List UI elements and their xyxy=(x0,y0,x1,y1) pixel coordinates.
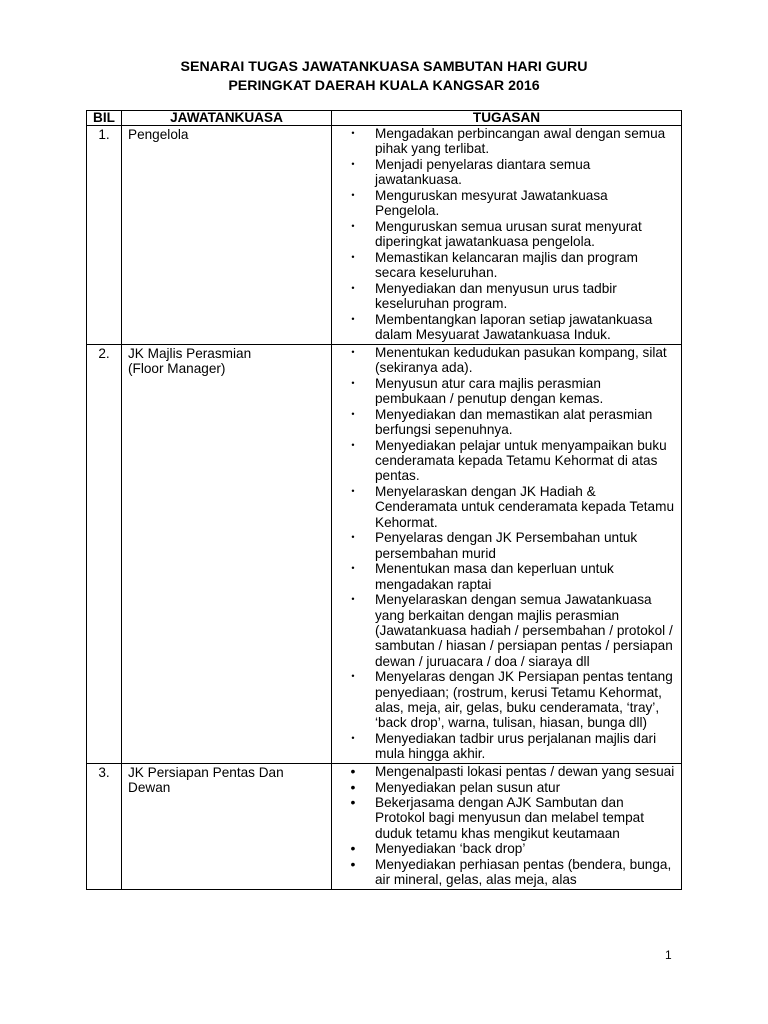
task-item xyxy=(332,157,675,188)
bullet-icon: • xyxy=(350,856,356,873)
task-text: Mengenalpasti lokasi pentas / dewan yang sesuai xyxy=(375,763,675,779)
task-cell xyxy=(332,344,682,763)
page-number: 1 xyxy=(665,948,672,962)
task-cell xyxy=(332,126,682,345)
task-item xyxy=(332,281,675,312)
table-row xyxy=(87,126,682,345)
committee-name-line: Pengelola xyxy=(128,127,189,142)
task-item xyxy=(332,438,675,484)
task-text: Menyediakan pelan susun atur xyxy=(375,779,561,795)
committee-duties-table xyxy=(86,110,682,890)
bullet-icon: • xyxy=(351,486,355,497)
bullet-icon: • xyxy=(351,128,355,138)
task-text: Menyediakan pelajar untuk menyampaikan buku cenderamata kepada Tetamu Kehormat di atas pentas. xyxy=(375,437,667,484)
task-text: Menyediakan ‘back drop’ xyxy=(375,841,526,857)
task-item xyxy=(332,250,675,281)
committee-name-line: JK Persiapan Pentas Dan xyxy=(128,764,284,780)
task-item xyxy=(332,841,675,856)
task-text: Menentukan kedudukan pasukan kompang, silat (sekiranya ada). xyxy=(375,344,667,376)
task-item xyxy=(332,795,675,841)
bullet-icon: • xyxy=(351,282,355,293)
row-number: 1. xyxy=(87,126,122,345)
task-text: Menguruskan semua urusan surat menyurat diperingkat jawatankuasa pengelola. xyxy=(375,218,642,250)
task-text: Menyediakan dan menyusun urus tadbir keseluruhan program. xyxy=(375,280,617,312)
title-line-1: SENARAI TUGAS JAWATANKUASA SAMBUTAN HARI GURU xyxy=(180,59,588,75)
bullet-icon: • xyxy=(351,532,355,543)
bullet-icon: • xyxy=(351,439,355,450)
task-item xyxy=(332,484,675,530)
task-item xyxy=(332,312,675,343)
task-list xyxy=(332,126,675,343)
bullet-icon: • xyxy=(351,313,355,324)
bullet-icon: • xyxy=(350,778,356,795)
task-list xyxy=(332,345,675,762)
task-item xyxy=(332,780,675,795)
task-item xyxy=(332,345,675,376)
task-item xyxy=(332,530,675,561)
task-text: Menentukan masa dan keperluan untuk mengadakan raptai xyxy=(375,561,614,592)
task-item xyxy=(332,407,675,438)
committee-name-line: Dewan xyxy=(128,780,171,796)
bullet-icon: • xyxy=(351,594,355,605)
bullet-icon: • xyxy=(351,671,355,682)
header-bil: BIL xyxy=(87,111,122,126)
task-item xyxy=(332,731,675,762)
committee-name-line: JK Majlis Perasmian xyxy=(128,345,252,361)
task-text: Menyusun atur cara majlis perasmian pembukaan / penutup dengan kemas. xyxy=(375,375,604,407)
task-text: Menyediakan tadbir urus perjalanan majlis dari mula hingga akhir. xyxy=(375,730,657,762)
bullet-icon: • xyxy=(350,762,356,779)
committee-name-line: (Floor Manager) xyxy=(128,361,226,377)
task-text: Membentangkan laporan setiap jawatankuasa dalam Mesyuarat Jawatankuasa Induk. xyxy=(375,311,653,343)
task-text: Menyediakan dan memastikan alat perasmian berfungsi sepenuhnya. xyxy=(375,406,653,438)
task-text: Menyelaras dengan JK Persiapan pentas tentang penyediaan; (rostrum, kerusi Tetamu Kehormat, alas, meja, air, gelas, buku cenderamata, ‘tray’, ‘back drop’, warna, tulisan, hiasan, bunga dll) xyxy=(375,669,673,731)
bullet-icon: • xyxy=(351,377,355,388)
title-line-2: PERINGKAT DAERAH KUALA KANGSAR 2016 xyxy=(228,78,540,94)
bullet-icon: • xyxy=(351,220,355,231)
committee-name xyxy=(122,763,332,889)
task-item xyxy=(332,857,675,888)
task-item xyxy=(332,764,675,779)
committee-name xyxy=(122,344,332,763)
task-text: Menyelaraskan dengan JK Hadiah & Cenderamata untuk cenderamata kepada Tetamu Kehormat. xyxy=(375,484,675,530)
task-item xyxy=(332,126,675,157)
task-text: Menguruskan mesyurat Jawatankuasa Pengelola. xyxy=(375,187,608,219)
task-text: Mengadakan perbincangan awal dengan semua pihak yang terlibat. xyxy=(375,126,666,157)
task-text: Menyelaraskan dengan semua Jawatankuasa yang berkaitan dengan majlis perasmian (Jawatankuasa hadiah / persembahan / protokol / sambutan / hiasan / persiapan pentas / persiapan dewan / juruacara / doa / siaraya dll xyxy=(375,592,673,669)
row-number: 3. xyxy=(87,763,122,889)
task-text: Menyediakan perhiasan pentas (bendera, bunga, air mineral, gelas, alas meja, alas xyxy=(375,857,672,888)
bullet-icon: • xyxy=(351,346,355,357)
task-item xyxy=(332,376,675,407)
row-number: 2. xyxy=(87,344,122,763)
bullet-icon: • xyxy=(351,158,355,169)
bullet-icon: • xyxy=(351,251,355,262)
task-item xyxy=(332,188,675,219)
bullet-icon: • xyxy=(351,189,355,200)
header-jawatankuasa: JAWATANKUASA xyxy=(122,111,332,126)
task-item xyxy=(332,561,675,592)
table-row xyxy=(87,763,682,889)
task-item xyxy=(332,219,675,250)
task-text: Penyelaras dengan JK Persembahan untuk persembahan murid xyxy=(375,530,638,561)
table-header-row xyxy=(87,111,682,126)
bullet-icon: • xyxy=(351,408,355,419)
header-tugasan: TUGASAN xyxy=(332,111,682,126)
task-text: Memastikan kelancaran majlis dan program secara keseluruhan. xyxy=(375,249,638,281)
bullet-icon: • xyxy=(350,794,356,811)
committee-name xyxy=(122,126,332,345)
task-list xyxy=(332,764,675,888)
document-title xyxy=(0,58,768,96)
bullet-icon: • xyxy=(351,563,355,574)
task-item xyxy=(332,669,675,730)
task-text: Bekerjasama dengan AJK Sambutan dan Protokol bagi menyusun dan melabel tempat duduk tetamu khas mengikut keutamaan xyxy=(375,795,645,841)
bullet-icon: • xyxy=(351,732,355,743)
table-row xyxy=(87,344,682,763)
bullet-icon: • xyxy=(350,840,356,857)
task-item xyxy=(332,592,675,668)
task-cell xyxy=(332,763,682,889)
task-text: Menjadi penyelaras diantara semua jawatankuasa. xyxy=(375,156,591,188)
